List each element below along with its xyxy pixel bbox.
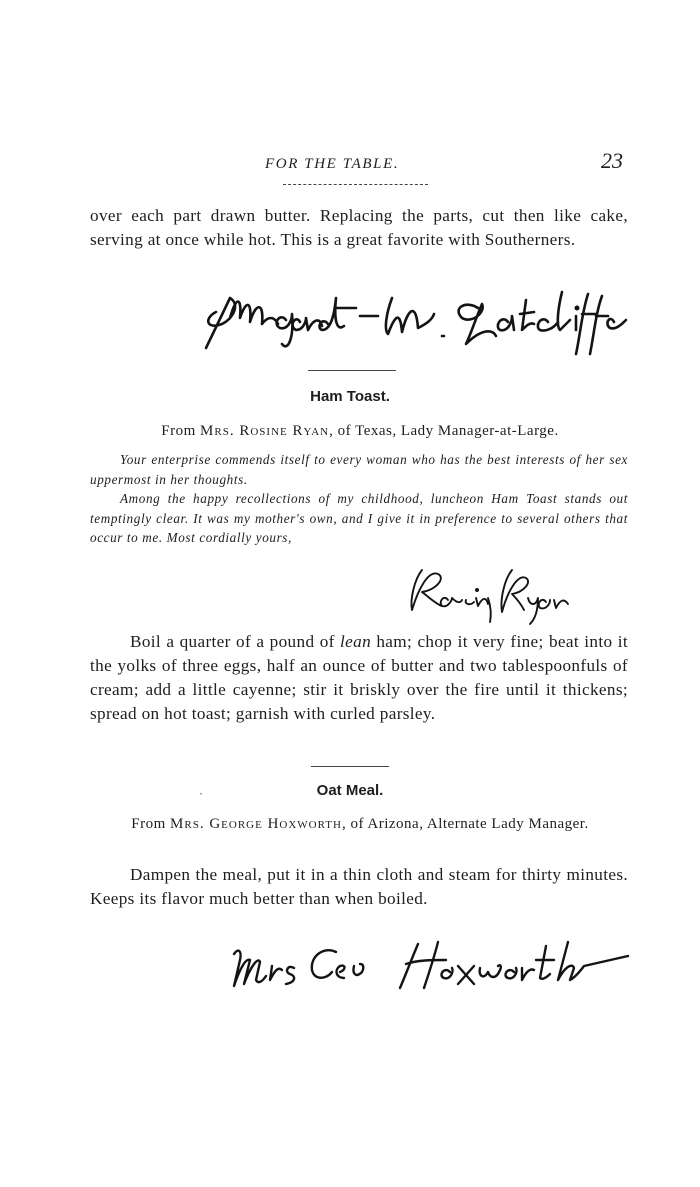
oat-meal-attribution xyxy=(90,814,630,835)
section-divider xyxy=(311,766,389,767)
recipe-text-rest: ham; chop it very fine; beat into it the yolks of three eggs, half an ounce of butter and two tablespoonfuls of cream; add a little cayenne; stir it briskly over the fire until it thickens; spread on hot toast; garnish with curled parsley. xyxy=(90,632,628,723)
attribution-prefix: From xyxy=(161,423,201,439)
letter-paragraph: Among the happy recollections of my childhood, luncheon Ham Toast stands out temptingly clear. It was my mother's own, and I give it in preference to several others that occur to me. Most cordially yours, xyxy=(90,491,628,545)
recipe-text-start: Boil a quarter of a pound of xyxy=(130,632,341,651)
stray-mark: • xyxy=(200,792,203,798)
attribution-suffix: , of Texas, Lady Manager-at-Large. xyxy=(329,423,559,439)
header-rule xyxy=(283,184,428,185)
oat-meal-recipe xyxy=(90,863,628,911)
ham-toast-recipe xyxy=(90,630,628,726)
section-divider xyxy=(308,370,396,371)
recipe-emphasis: lean xyxy=(340,632,372,651)
continued-recipe-text: over each part drawn butter. Replacing the parts, cut then like cake, serving at once while hot. This is a great favorite with Southerners. xyxy=(90,206,628,249)
ham-toast-heading: Ham Toast. xyxy=(310,388,390,405)
contributor-name: Mrs. George Hoxworth xyxy=(170,816,342,832)
page-number: 23 xyxy=(601,148,623,173)
attribution-suffix: , of Arizona, Alternate Lady Manager. xyxy=(341,816,589,832)
running-head xyxy=(0,148,700,188)
recipe-paragraph xyxy=(90,630,628,726)
attribution-prefix: From xyxy=(131,816,171,832)
contributor-name: Mrs. Rosine Ryan xyxy=(200,423,330,439)
ryan-signature xyxy=(404,560,574,626)
oat-meal-heading: Oat Meal. xyxy=(316,782,384,799)
running-title: FOR THE TABLE. xyxy=(265,156,400,172)
ham-toast-attribution xyxy=(90,421,630,442)
recipe-paragraph: Dampen the meal, put it in a thin cloth and steam for thirty minutes. Keeps its flavor much better than when boiled. xyxy=(90,865,628,908)
letter-paragraph: Your enterprise commends itself to every woman who has the best interests of her sex uppermost in her thoughts. xyxy=(90,452,628,487)
ham-toast-letter xyxy=(90,450,628,548)
hoxworth-signature xyxy=(228,930,632,996)
ratcliffe-signature xyxy=(196,278,628,358)
